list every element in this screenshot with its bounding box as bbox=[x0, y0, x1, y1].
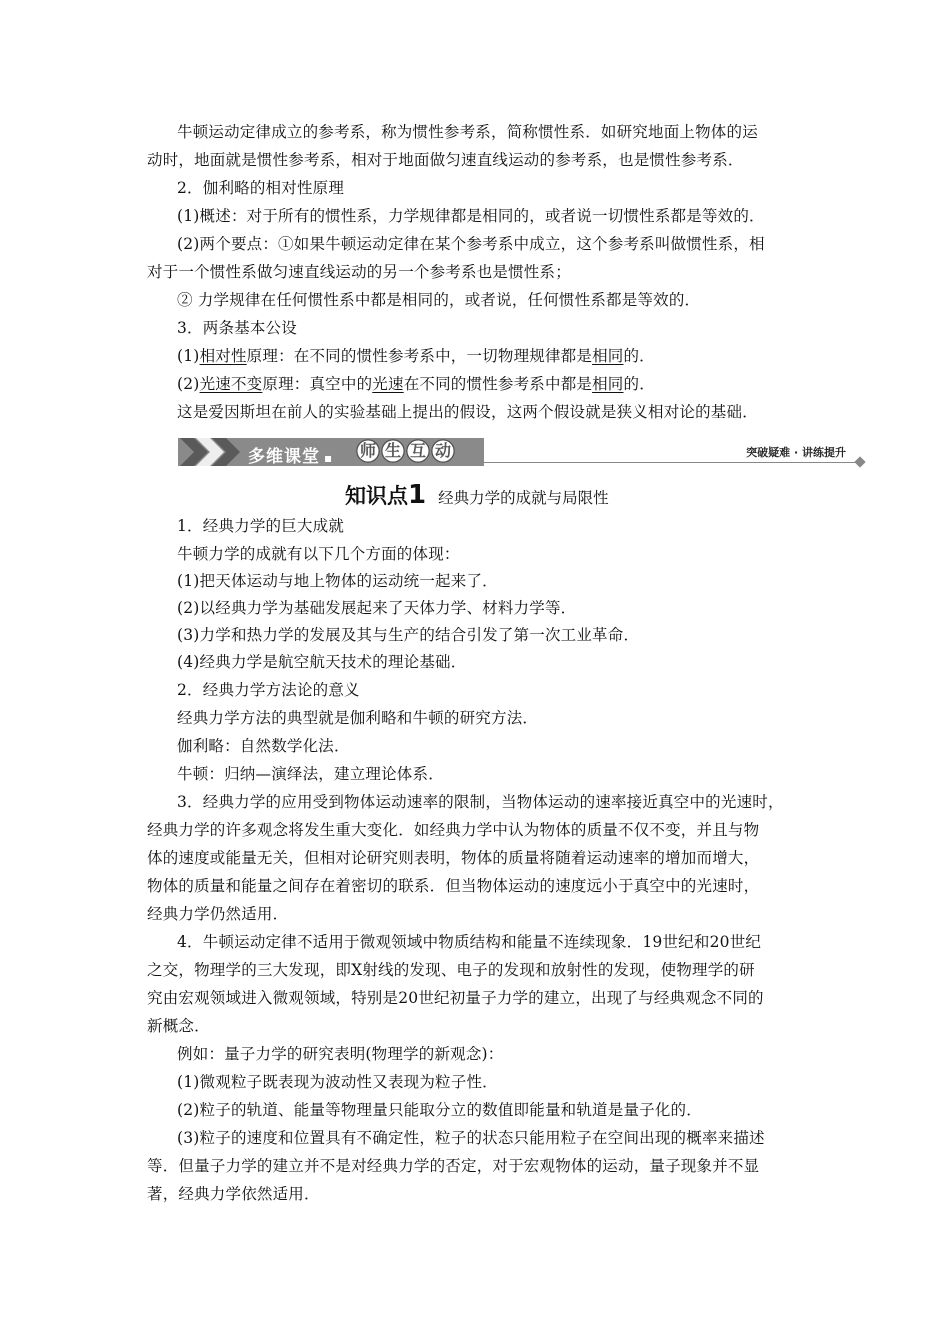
para4-line: 4．牛顿运动定律不适用于微观领域中物质结构和能量不连续现象．19世纪和20世纪 bbox=[177, 933, 762, 951]
body-line: 牛顿力学的成就有以下几个方面的体现： bbox=[177, 545, 460, 563]
body-line: (3)力学和热力学的发展及其与生产的结合引发了第一次工业革命． bbox=[177, 626, 640, 644]
item-point-two: ② 力学规律在任何惯性系中都是相同的，或者说，任何惯性系都是等效的． bbox=[177, 291, 701, 309]
knowledge-point-number: 1 bbox=[408, 480, 427, 510]
banner-char: 生 bbox=[381, 439, 405, 463]
example-item: (2)粒子的轨道、能量等物理量只能取分立的数值即能量和轨道是量子化的． bbox=[177, 1101, 702, 1119]
section-heading-3: 3．两条基本公设 bbox=[177, 319, 297, 337]
para3-line: 经典力学仍然适用． bbox=[147, 905, 289, 923]
postulate-relativity bbox=[177, 345, 837, 367]
blank-answer: 光速 bbox=[372, 375, 404, 393]
example-item: 等．但量子力学的建立并不是对经典力学的否定，对于宏观物体的运动，量子现象并不显 bbox=[147, 1157, 760, 1175]
intro-p1-line1: 牛顿运动定律成立的参考系，称为惯性参考系，简称惯性系．如研究地面上物体的运 bbox=[177, 123, 758, 141]
body-line: 经典力学方法的典型就是伽利略和牛顿的研究方法． bbox=[177, 709, 539, 727]
postulate-number: (1) bbox=[177, 347, 200, 365]
knowledge-point-subtitle: 经典力学的成就与局限性 bbox=[438, 489, 609, 507]
banner-dot: ▪ bbox=[324, 451, 334, 465]
postulate-end: 的． bbox=[623, 347, 655, 365]
diamond-icon bbox=[854, 456, 865, 467]
blank-answer: 相对性 bbox=[199, 347, 247, 365]
item-two-points-line2: 对于一个惯性系做匀速直线运动的另一个参考系也是惯性系； bbox=[147, 263, 571, 281]
body-line: (2)以经典力学为基础发展起来了天体力学、材料力学等． bbox=[177, 599, 577, 617]
postulate-light-speed bbox=[177, 373, 837, 395]
banner-char: 互 bbox=[406, 439, 430, 463]
para3-line: 体的速度或能量无关，但相对论研究则表明，物体的质量将随着运动速率的增加而增大， bbox=[147, 849, 760, 867]
postulate-number: (2) bbox=[177, 375, 200, 393]
example-item: (3)粒子的速度和位置具有不确定性，粒子的状态只能用粒子在空间出现的概率来描述 bbox=[177, 1129, 765, 1147]
body-line: (4)经典力学是航空航天技术的理论基础． bbox=[177, 653, 467, 671]
postulate-text: 原理：在不同的惯性参考系中，一切物理规律都是 bbox=[246, 347, 593, 365]
item-two-points-line1: (2)两个要点：①如果牛顿运动定律在某个参考系中成立，这个参考系叫做惯性系，相 bbox=[177, 235, 765, 253]
postulate-text: 原理：真空中的 bbox=[262, 375, 373, 393]
blank-answer: 光速不变 bbox=[199, 375, 263, 393]
knowledge-point-label: 知识点 bbox=[345, 484, 408, 508]
banner-right-text: 突破疑难 · 讲练提升 bbox=[746, 446, 846, 459]
para4-line: 之交，物理学的三大发现，即X射线的发现、电子的发现和放射性的发现，使物理学的研 bbox=[147, 961, 755, 979]
intro-closing: 这是爱因斯坦在前人的实验基础上提出的假设，这两个假设就是狭义相对论的基础． bbox=[177, 403, 758, 421]
example-item: (1)微观粒子既表现为波动性又表现为粒子性． bbox=[177, 1073, 498, 1091]
body-line: 牛顿：归纳—演绎法，建立理论体系． bbox=[177, 765, 444, 783]
section-heading-2: 2．伽利略的相对性原理 bbox=[177, 179, 345, 197]
body-line: (1)把天体运动与地上物体的运动统一起来了． bbox=[177, 572, 498, 590]
postulate-text: 在不同的惯性参考系中都是 bbox=[403, 375, 593, 393]
blank-answer: 相同 bbox=[592, 347, 624, 365]
body-line: 1．经典力学的巨大成就 bbox=[177, 517, 345, 535]
para4-line: 新概念． bbox=[147, 1017, 210, 1035]
banner-char: 师 bbox=[356, 439, 380, 463]
chevron-arrows-icon bbox=[178, 434, 240, 470]
example-intro: 例如：量子力学的研究表明(物理学的新观念)： bbox=[177, 1045, 504, 1063]
banner-subtitle bbox=[356, 439, 456, 463]
body-line: 2．经典力学方法论的意义 bbox=[177, 681, 360, 699]
example-item: 著，经典力学依然适用． bbox=[147, 1185, 320, 1203]
body-line: 伽利略：自然数学化法． bbox=[177, 737, 350, 755]
para3-line: 3．经典力学的应用受到物体运动速率的限制，当物体运动的速率接近真空中的光速时， bbox=[177, 793, 784, 811]
para3-line: 物体的质量和能量之间存在着密切的联系．但当物体运动的速度远小于真空中的光速时， bbox=[147, 877, 760, 895]
section-banner bbox=[178, 434, 870, 470]
banner-title-text: 多维课堂 bbox=[248, 447, 320, 467]
intro-p1-line2: 动时，地面就是惯性参考系，相对于地面做匀速直线运动的参考系，也是惯性参考系． bbox=[147, 151, 744, 169]
blank-answer: 相同 bbox=[592, 375, 624, 393]
banner-char: 动 bbox=[431, 439, 455, 463]
knowledge-point-heading bbox=[345, 480, 609, 510]
item-overview: (1)概述：对于所有的惯性系，力学规律都是相同的，或者说一切惯性系都是等效的． bbox=[177, 207, 765, 225]
banner-rule bbox=[484, 462, 862, 463]
postulate-end: 的． bbox=[623, 375, 655, 393]
para4-line: 究由宏观领域进入微观领域，特别是20世纪初量子力学的建立，出现了与经典观念不同的 bbox=[147, 989, 764, 1007]
banner-title bbox=[248, 442, 337, 467]
para3-line: 经典力学的许多观念将发生重大变化．如经典力学中认为物体的质量不仅不变，并且与物 bbox=[147, 821, 760, 839]
